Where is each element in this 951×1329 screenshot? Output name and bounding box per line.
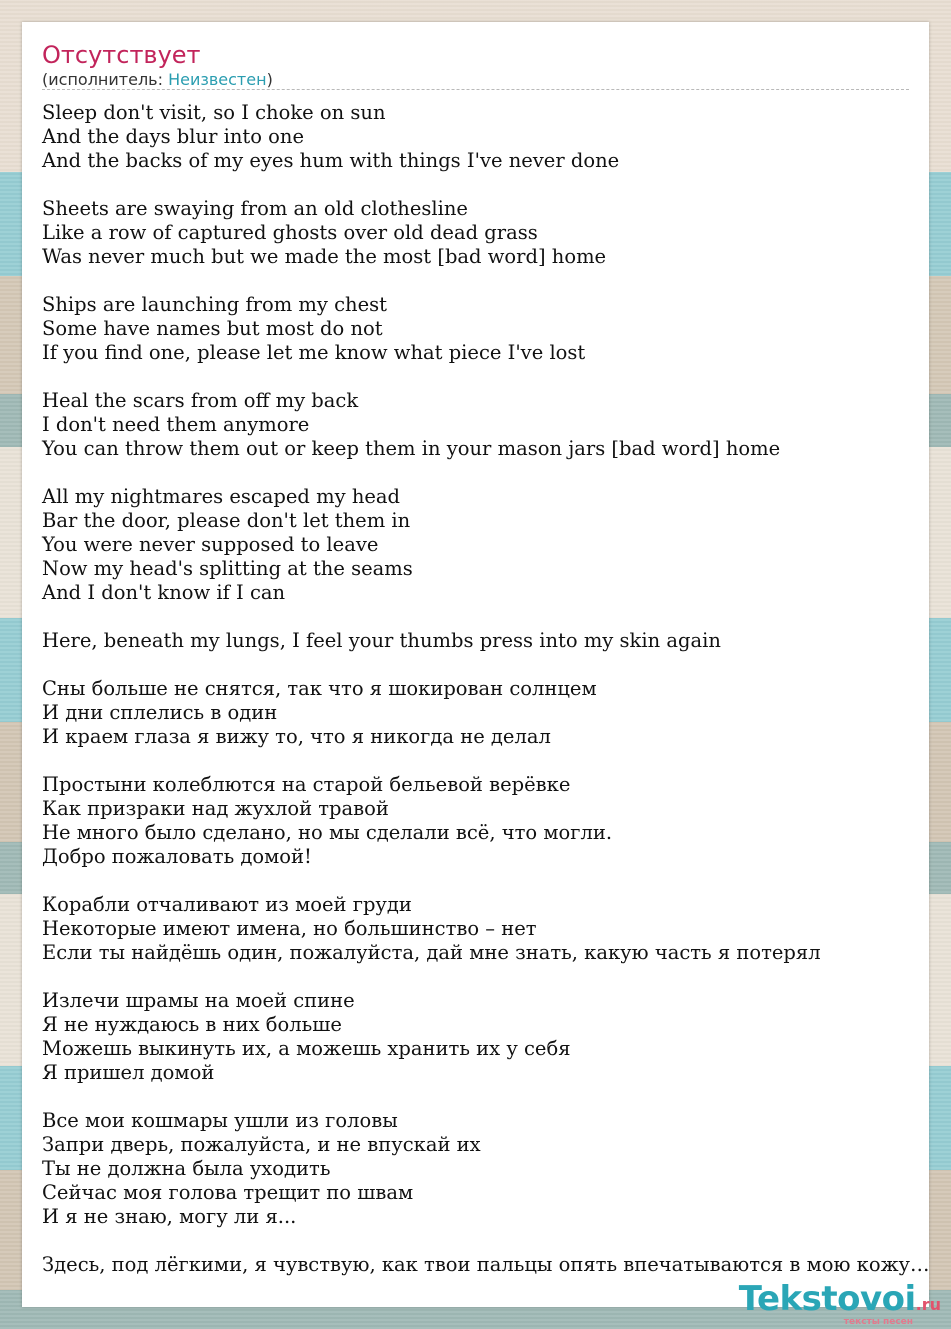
- lyric-line: Ships are launching from my chest: [42, 293, 388, 316]
- lyric-line: And I don't know if I can: [42, 581, 286, 604]
- stanza-break: [42, 1229, 929, 1253]
- stanza-break: [42, 173, 929, 197]
- lyric-line: Сейчас моя голова трещит по швам: [42, 1181, 414, 1204]
- lyric-line: Излечи шрамы на моей спине: [42, 989, 355, 1012]
- lyric-line: Добро пожаловать домой!: [42, 845, 312, 868]
- logo-tagline: тексты песен: [843, 1317, 913, 1327]
- lyric-line: Now my head's splitting at the seams: [42, 557, 413, 580]
- stanza-break: [42, 365, 929, 389]
- lyric-line: You can throw them out or keep them in your mason jars [bad word] home: [42, 437, 781, 460]
- stanza-break: [42, 605, 929, 629]
- lyric-line: Корабли отчаливают из моей груди: [42, 893, 412, 916]
- lyric-line: И дни сплелись в один: [42, 701, 278, 724]
- lyric-line: Не много было сделано, но мы сделали всё, что могли.: [42, 821, 613, 844]
- lyric-line: If you find one, please let me know what piece I've lost: [42, 341, 586, 364]
- lyric-line: Sheets are swaying from an old clothesline: [42, 197, 468, 220]
- lyric-line: Как призраки над жухлой травой: [42, 797, 389, 820]
- artist-suffix: ): [266, 70, 273, 89]
- lyric-line: Like a row of captured ghosts over old dead grass: [42, 221, 538, 244]
- lyric-line: Если ты найдёшь один, пожалуйста, дай мне знать, какую часть я потерял: [42, 941, 821, 964]
- stanza-break: [42, 269, 929, 293]
- lyric-line: All my nightmares escaped my head: [42, 485, 401, 508]
- stanza-break: [42, 1085, 929, 1109]
- lyric-line: Я пришел домой: [42, 1061, 215, 1084]
- logo-tld: .ru: [915, 1295, 941, 1314]
- lyrics-text: [42, 101, 929, 1277]
- lyric-line: Сны больше не снятся, так что я шокирован солнцем: [42, 677, 597, 700]
- lyric-line: Некоторые имеют имена, но большинство – нет: [42, 917, 537, 940]
- lyric-line: И краем глаза я вижу то, что я никогда не делал: [42, 725, 551, 748]
- lyric-line: Можешь выкинуть их, а можешь хранить их у себя: [42, 1037, 571, 1060]
- lyric-line: Все мои кошмары ушли из головы: [42, 1109, 398, 1132]
- lyric-line: And the days blur into one: [42, 125, 304, 148]
- lyric-line: You were never supposed to leave: [42, 533, 379, 556]
- stanza-break: [42, 965, 929, 989]
- song-title: Отсутствует: [42, 41, 201, 69]
- lyric-line: Здесь, под лёгкими, я чувствую, как твои пальцы опять впечатываются в мою кожу…: [42, 1253, 930, 1276]
- site-logo[interactable]: [738, 1279, 941, 1327]
- artist-prefix: (исполнитель:: [42, 70, 169, 89]
- lyric-line: Here, beneath my lungs, I feel your thumbs press into my skin again: [42, 629, 721, 652]
- stanza-break: [42, 749, 929, 773]
- lyric-line: Простыни колеблются на старой бельевой верёвке: [42, 773, 571, 796]
- lyric-line: And the backs of my eyes hum with things I've never done: [42, 149, 620, 172]
- lyric-line: Запри дверь, пожалуйста, и не впускай их: [42, 1133, 481, 1156]
- lyric-line: Sleep don't visit, so I choke on sun: [42, 101, 386, 124]
- title-divider: [42, 89, 909, 90]
- logo-name: Tekstovoi: [738, 1279, 916, 1319]
- artist-link[interactable]: Неизвестен: [168, 70, 267, 89]
- lyric-line: И я не знаю, могу ли я...: [42, 1205, 297, 1228]
- stanza-break: [42, 869, 929, 893]
- lyric-line: Я не нуждаюсь в них больше: [42, 1013, 342, 1036]
- lyric-line: I don't need them anymore: [42, 413, 310, 436]
- lyric-line: Heal the scars from off my back: [42, 389, 359, 412]
- lyrics-card: [22, 22, 929, 1307]
- lyric-line: Some have names but most do not: [42, 317, 383, 340]
- lyric-line: Bar the door, please don't let them in: [42, 509, 411, 532]
- stanza-break: [42, 653, 929, 677]
- artist-line: [42, 70, 273, 90]
- lyric-line: Ты не должна была уходить: [42, 1157, 331, 1180]
- stanza-break: [42, 461, 929, 485]
- lyric-line: Was never much but we made the most [bad word] home: [42, 245, 607, 268]
